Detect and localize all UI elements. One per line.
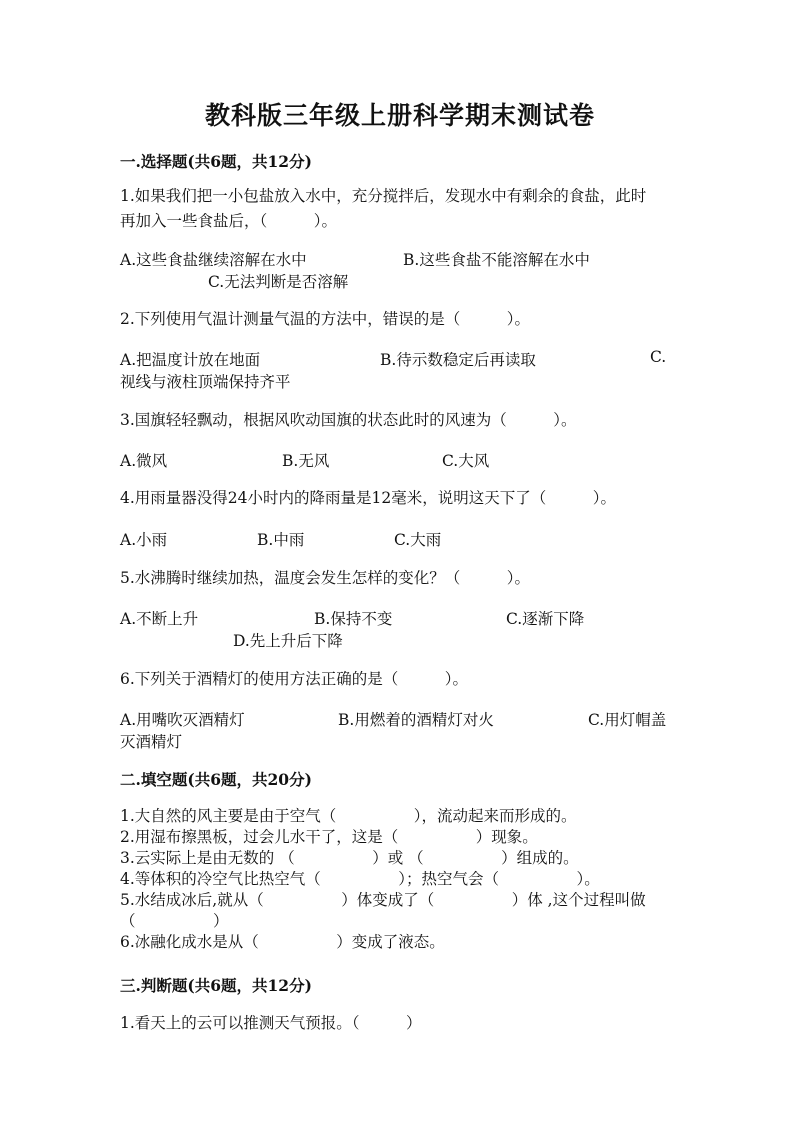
question-text-line: 6.下列关于酒精灯的使用方法正确的是（ ）。 xyxy=(120,670,469,688)
question-5-options xyxy=(120,607,680,629)
question-2-options xyxy=(120,348,680,370)
question-text-line: 4.用雨量器没得24小时内的降雨量是12毫米，说明这天下了（ ）。 xyxy=(120,489,616,507)
fill-item-5: 5.水结成冰后,就从（ ）体变成了（ ）体 ,这个过程叫做 xyxy=(120,891,646,909)
question-5-options-2 xyxy=(120,629,680,651)
fill-item-5-continued: （ ） xyxy=(120,912,229,930)
question-4 xyxy=(120,486,680,511)
option-c: C.大雨 xyxy=(394,531,442,549)
option-a: A.用嘴吹灭酒精灯 xyxy=(120,711,245,729)
question-text-line: 3.国旗轻轻飘动，根据风吹动国旗的状态此时的风速为（ ）。 xyxy=(120,411,577,429)
section-heading-judge: 三.判断题(共6题，共12分) xyxy=(120,976,312,995)
option-c-continued: 灭酒精灯 xyxy=(120,733,183,751)
question-text-line: 1.如果我们把一小包盐放入水中，充分搅拌后，发现水中有剩余的食盐，此时 xyxy=(120,187,647,205)
option-a: A.把温度计放在地面 xyxy=(120,351,261,369)
option-b: B.待示数稳定后再读取 xyxy=(380,351,536,369)
question-1-options-2 xyxy=(120,270,680,292)
question-1-options xyxy=(120,248,680,270)
question-text-line: 1.看天上的云可以推测天气预报。（ ） xyxy=(120,1014,422,1032)
question-6-options xyxy=(120,708,680,730)
question-3 xyxy=(120,408,680,433)
option-a: A.这些食盐继续溶解在水中 xyxy=(120,251,307,269)
fill-item-3: 3.云实际上是由无数的 （ ）或 （ ）组成的。 xyxy=(120,849,579,867)
option-c: C.用灯帽盖 xyxy=(588,711,667,729)
question-text-line: 2.下列使用气温计测量气温的方法中，错误的是（ ）。 xyxy=(120,310,531,328)
option-c: C.无法判断是否溶解 xyxy=(208,273,349,291)
option-c: C.逐渐下降 xyxy=(506,610,585,628)
question-6-options-2 xyxy=(120,730,680,752)
fill-item-1: 1.大自然的风主要是由于空气（ ），流动起来而形成的。 xyxy=(120,807,577,825)
option-b: B.用燃着的酒精灯对火 xyxy=(338,711,494,729)
section-heading-choice: 一.选择题(共6题，共12分) xyxy=(120,152,312,171)
option-b: B.中雨 xyxy=(257,531,305,549)
question-text-line: 再加入一些食盐后，（ ）。 xyxy=(120,212,338,230)
question-text-line: 5.水沸腾时继续加热，温度会发生怎样的变化？（ ）。 xyxy=(120,569,531,587)
question-4-options xyxy=(120,528,680,550)
option-c: C. xyxy=(650,348,667,366)
option-a: A.不断上升 xyxy=(120,610,199,628)
option-c: C.大风 xyxy=(442,452,490,470)
question-6 xyxy=(120,667,680,692)
option-a: A.小雨 xyxy=(120,531,168,549)
fill-item-6: 6.冰融化成水是从（ ）变成了液态。 xyxy=(120,933,445,951)
fill-blank-list xyxy=(120,806,680,953)
option-a: A.微风 xyxy=(120,452,168,470)
page-title: 教科版三年级上册科学期末测试卷 xyxy=(204,101,595,130)
question-3-options xyxy=(120,449,680,471)
fill-item-2: 2.用湿布擦黑板，过会儿水干了，这是（ ）现象。 xyxy=(120,828,538,846)
question-5 xyxy=(120,566,680,591)
fill-item-4: 4.等体积的冷空气比热空气（ ）；热空气会（ ）。 xyxy=(120,870,600,888)
option-b: B.保持不变 xyxy=(314,610,393,628)
section-heading-fill: 二.填空题(共6题，共20分) xyxy=(120,770,312,789)
option-b: B.这些食盐不能溶解在水中 xyxy=(403,251,590,269)
judge-question-1 xyxy=(120,1011,680,1036)
option-b: B.无风 xyxy=(282,452,330,470)
option-d: D.先上升后下降 xyxy=(233,632,343,650)
option-c-continued: 视线与液柱顶端保持齐平 xyxy=(120,373,291,391)
question-1 xyxy=(120,184,680,234)
question-2 xyxy=(120,307,680,332)
question-2-options-2 xyxy=(120,370,680,392)
